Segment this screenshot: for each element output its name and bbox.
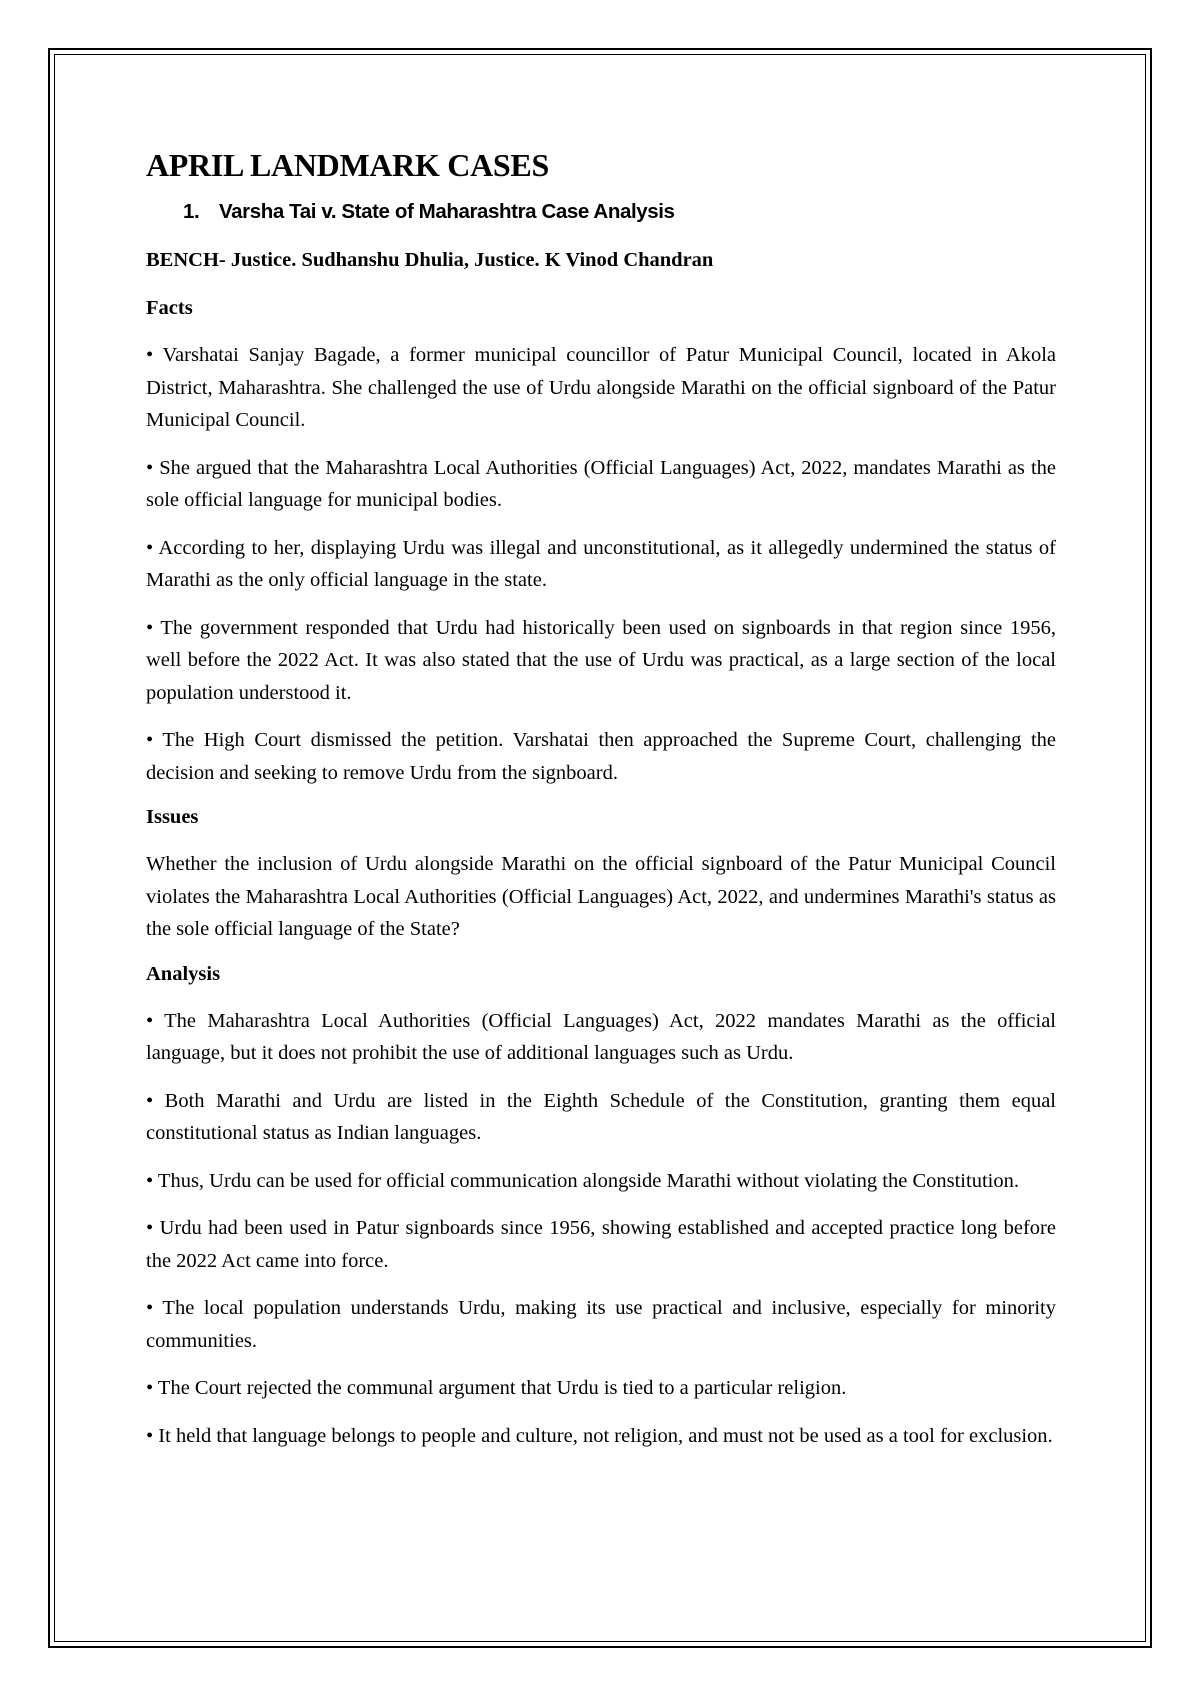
analysis-item: • Urdu had been used in Patur signboards since 1956, showing established and accepted practice long before the 2022 Act came into force. (146, 1217, 1056, 1272)
facts-item: • The government responded that Urdu had historically been used on signboards in that region since 1956, well before the 2022 Act. It was also stated that the use of Urdu was practical, as a large section of the local population understood it. (146, 616, 1056, 704)
facts-item: • Varshatai Sanjay Bagade, a former municipal councillor of Patur Municipal Council, located in Akola District, Maharashtra. She challenged the use of Urdu alongside Marathi on the official signboard of the Patur Municipal Council. (146, 344, 1056, 431)
case-number: 1. (183, 200, 200, 223)
analysis-item: • The local population understands Urdu, making its use practical and inclusive, especially for minority communities. (146, 1297, 1056, 1352)
facts-heading: Facts (146, 297, 193, 319)
issues-text: Whether the inclusion of Urdu alongside Marathi on the official signboard of the Patur Municipal Council violates the Maharashtra Local Authorities (Official Languages) Act, 2022, and undermines Marathi's status as the sole official language of the State? (146, 853, 1056, 940)
page-title: APRIL LANDMARK CASES (146, 147, 549, 183)
analysis-item: • The Maharashtra Local Authorities (Official Languages) Act, 2022 mandates Marathi as the official language, but it does not prohibit the use of additional languages such as Urdu. (146, 1009, 1056, 1064)
analysis-item: • The Court rejected the communal argument that Urdu is tied to a particular religion. (146, 1377, 847, 1399)
case-heading (183, 199, 1056, 225)
analysis-item: • Thus, Urdu can be used for official communication alongside Marathi without violating the Constitution. (146, 1169, 1019, 1192)
facts-item: • According to her, displaying Urdu was illegal and unconstitutional, as it allegedly undermined the status of Marathi as the only official language in the state. (146, 536, 1056, 591)
document-body (146, 145, 1056, 1467)
analysis-item: • It held that language belongs to people and culture, not religion, and must not be used as a tool for exclusion. (146, 1424, 1053, 1447)
facts-item: • She argued that the Maharashtra Local Authorities (Official Languages) Act, 2022, mandates Marathi as the sole official language for municipal bodies. (146, 456, 1056, 511)
analysis-item: • Both Marathi and Urdu are listed in the Eighth Schedule of the Constitution, granting them equal constitutional status as Indian languages. (146, 1089, 1056, 1144)
bench-line: BENCH- Justice. Sudhanshu Dhulia, Justice. K Vinod Chandran (146, 249, 714, 271)
facts-item: • The High Court dismissed the petition. Varshatai then approached the Supreme Court, challenging the decision and seeking to remove Urdu from the signboard. (146, 729, 1056, 784)
analysis-heading: Analysis (146, 962, 221, 985)
case-heading-text: Varsha Tai v. State of Maharashtra Case Analysis (219, 200, 675, 223)
issues-heading: Issues (146, 806, 199, 828)
